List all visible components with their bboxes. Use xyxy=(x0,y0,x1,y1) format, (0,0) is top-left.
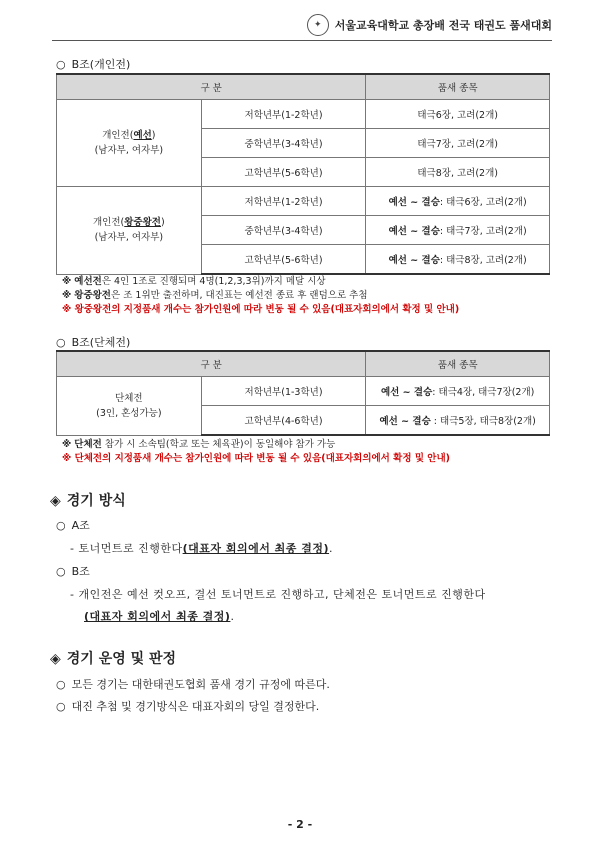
poomsae-cell: 예선 ~ 결승: 태극8장, 고려(2개) xyxy=(366,245,550,275)
circle-bullet-icon: ○ xyxy=(56,678,66,691)
section-b-individual-label: B조(개인전) xyxy=(71,58,131,71)
a-group-description: - 토너먼트로 진행한다(대표자 회의에서 최종 결정). xyxy=(70,542,334,555)
grade-cell: 저학년부(1-3학년) xyxy=(201,377,366,406)
note-line: ※ 예선전은 4인 1조로 진행되며 4명(1,2,3,3위)까지 메달 시상 xyxy=(62,276,326,287)
header-category: 구 분 xyxy=(57,74,366,100)
a-group-item: ○ A조 xyxy=(56,519,90,532)
operation-item: ○ 모든 경기는 대한태권도협회 품새 경기 규정에 따른다. xyxy=(56,678,330,691)
match-method-heading: ◈ 경기 방식 xyxy=(50,493,126,509)
diamond-bullet-icon: ◈ xyxy=(50,493,61,509)
circle-bullet-icon: ○ xyxy=(56,565,66,578)
circle-bullet-icon: ○ xyxy=(56,700,66,713)
header-poomsae: 품새 종목 xyxy=(366,74,550,100)
note-line: ※ 단체전 참가 시 소속팀(학교 또는 체육관)이 동일해야 참가 가능 xyxy=(62,439,336,450)
operation-item: ○ 대진 추첨 및 경기방식은 대표자회의 당일 결정한다. xyxy=(56,700,320,713)
poomsae-cell: 예선 ~ 결승 : 태극5장, 태극8장(2개) xyxy=(366,406,550,436)
grade-cell: 고학년부(5-6학년) xyxy=(201,245,366,275)
poomsae-cell: 태극6장, 고려(2개) xyxy=(366,100,550,129)
header-title: 서울교육대학교 총장배 전국 태권도 품새대회 xyxy=(334,19,552,32)
page-header xyxy=(307,14,552,36)
grade-cell: 중학년부(3-4학년) xyxy=(201,216,366,245)
grade-cell: 고학년부(4-6학년) xyxy=(201,406,366,436)
note-line-warning: ※ 단체전의 지정품새 개수는 참가인원에 따라 변동 될 수 있음(대표자회의에서 확정 및 안내) xyxy=(62,453,451,464)
individual-table xyxy=(56,73,550,275)
grade-cell: 저학년부(1-2학년) xyxy=(201,100,366,129)
group-champions: 개인전(왕중왕전) (남자부, 여자부) xyxy=(57,187,202,275)
circle-bullet-icon: ○ xyxy=(56,519,66,532)
team-notes xyxy=(62,438,450,466)
circle-bullet-icon: ○ xyxy=(56,58,66,71)
header-divider xyxy=(52,40,552,41)
b-group-description: - 개인전은 예선 컷오프, 결선 토너먼트로 진행하고, 단체전은 토너먼트로 진행한다 (대표자 회의에서 최종 결정). xyxy=(70,588,486,623)
section-b-team-label: B조(단체전) xyxy=(71,336,131,349)
poomsae-cell: 예선 ~ 결승: 태극4장, 태극7장(2개) xyxy=(366,377,550,406)
page-number: - 2 - xyxy=(287,818,313,831)
header-category: 구 분 xyxy=(57,351,366,377)
section-b-individual xyxy=(56,56,130,72)
team-table xyxy=(56,350,550,436)
individual-notes xyxy=(62,275,459,317)
group-prelim: 개인전(예선) (남자부, 여자부) xyxy=(57,100,202,187)
poomsae-cell: 예선 ~ 결승: 태극7장, 고려(2개) xyxy=(366,216,550,245)
b-group-item: ○ B조 xyxy=(56,565,90,578)
grade-cell: 고학년부(5-6학년) xyxy=(201,158,366,187)
note-line: ※ 왕중왕전은 조 1위만 출전하며, 대진표는 예선전 종료 후 랜덤으로 추첨 xyxy=(62,290,368,301)
poomsae-cell: 태극8장, 고려(2개) xyxy=(366,158,550,187)
poomsae-cell: 태극7장, 고려(2개) xyxy=(366,129,550,158)
poomsae-cell: 예선 ~ 결승: 태극6장, 고려(2개) xyxy=(366,187,550,216)
header-poomsae: 품새 종목 xyxy=(366,351,550,377)
diamond-bullet-icon: ◈ xyxy=(50,651,61,667)
note-line-warning: ※ 왕중왕전의 지정품새 개수는 참가인원에 따라 변동 될 수 있음(대표자회의에서 확정 및 안내) xyxy=(62,304,460,315)
operation-heading: ◈ 경기 운영 및 판정 xyxy=(50,651,177,667)
circle-bullet-icon: ○ xyxy=(56,336,66,349)
group-team: 단체전 (3인, 혼성가능) xyxy=(57,377,202,436)
section-b-team xyxy=(56,334,130,350)
grade-cell: 중학년부(3-4학년) xyxy=(201,129,366,158)
grade-cell: 저학년부(1-2학년) xyxy=(201,187,366,216)
university-logo-icon: ✦ xyxy=(307,14,329,36)
